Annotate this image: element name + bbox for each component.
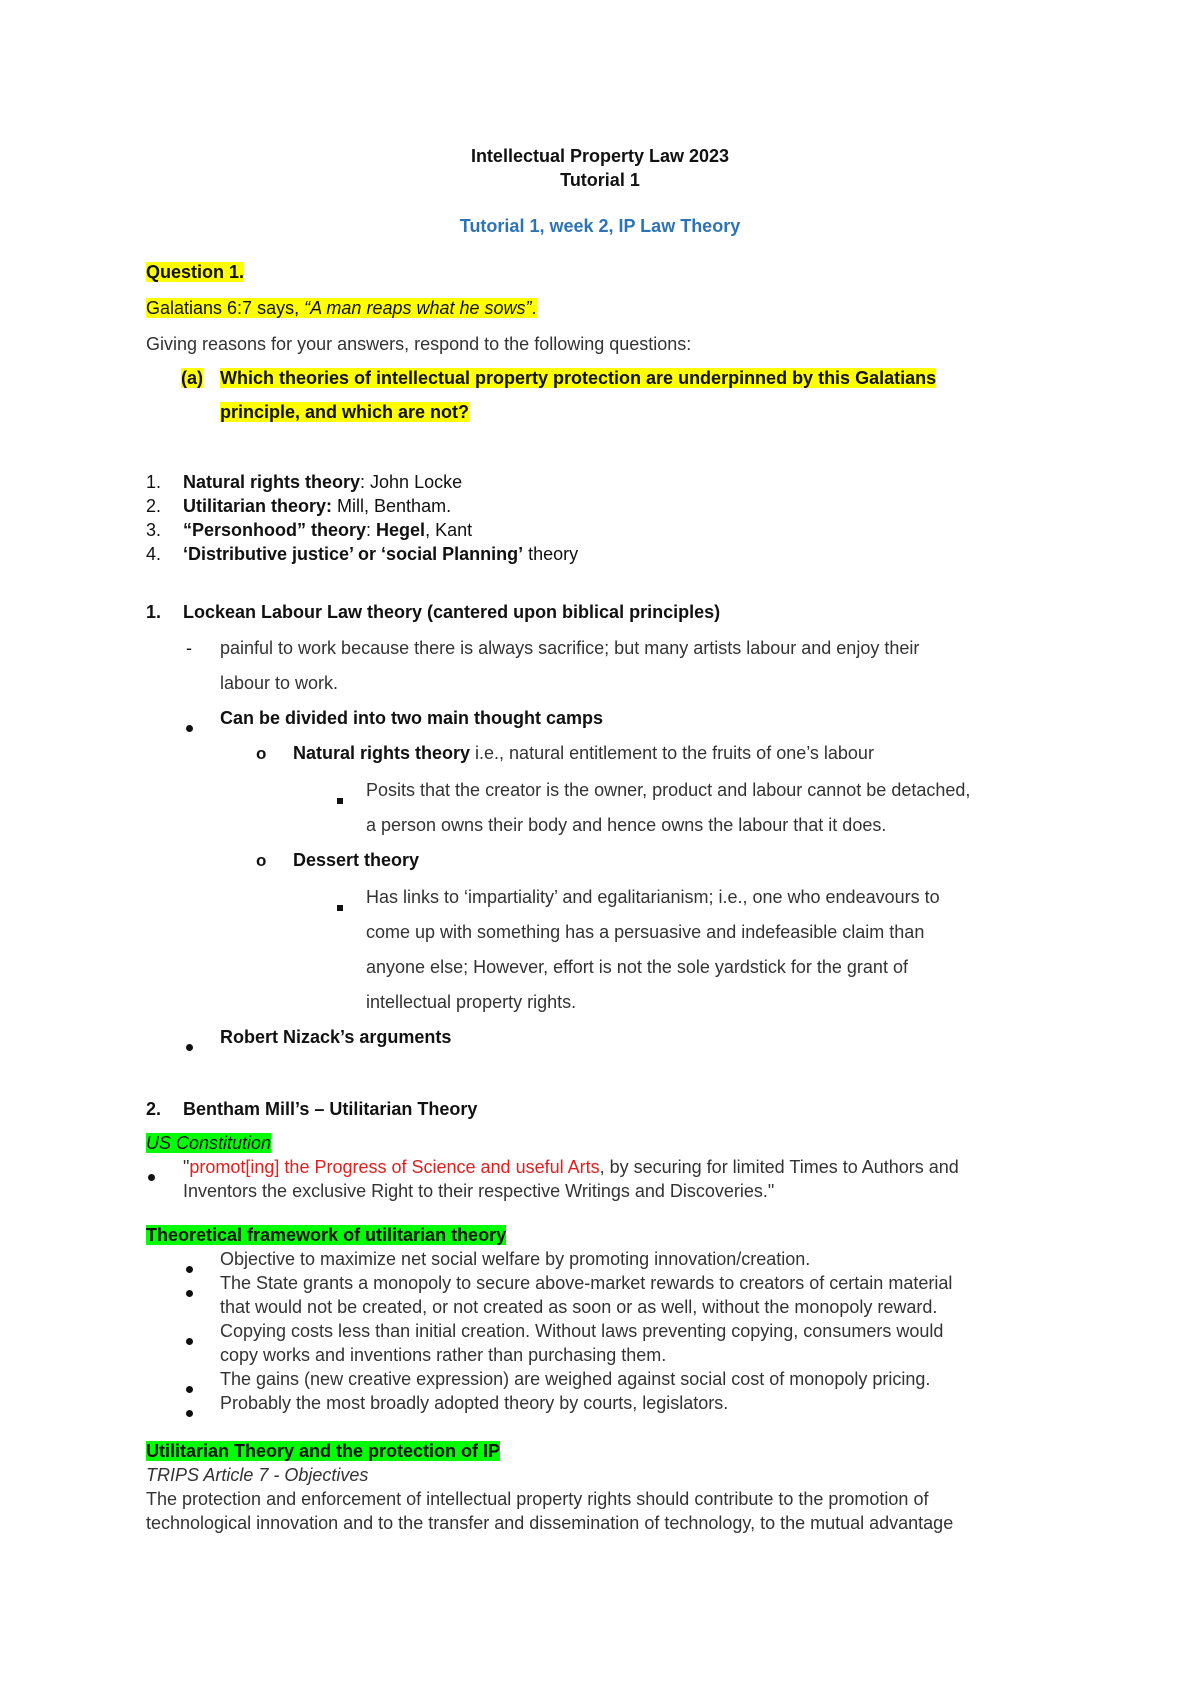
framework-heading: Theoretical framework of utilitarian theory <box>146 1225 507 1245</box>
us-constitution-label: US Constitution <box>146 1133 272 1153</box>
bullet-dot <box>148 1165 155 1187</box>
list-item <box>146 496 161 518</box>
natural-rights-line: Natural rights theory i.e., natural entitlement to the fruits of one’s labour <box>293 743 874 763</box>
list-number: 2. <box>146 496 162 516</box>
section2-number: 2. <box>146 1099 162 1119</box>
bullet-dot <box>186 1377 193 1399</box>
section1-number: 1. <box>146 602 162 622</box>
quote-text: “A man reaps what he sows” <box>304 298 532 318</box>
quote-suffix: . <box>531 298 537 318</box>
o-marker: o <box>256 851 267 870</box>
natural-sub-line-2: a person owns their body and hence owns the labour that it does. <box>366 815 887 835</box>
question-label-text: Question 1. <box>146 262 245 282</box>
list-item-continuation: copy works and inventions rather than purchasing them. <box>220 1345 667 1365</box>
dessert-line-1: Has links to ‘impartiality’ and egalitarianism; i.e., one who endeavours to <box>366 887 940 907</box>
bullet-dot <box>186 716 193 738</box>
bullet-dot <box>186 1401 193 1423</box>
square-bullet <box>337 788 343 810</box>
bullet-dot <box>186 1035 193 1057</box>
trips-article-label: TRIPS Article 7 - Objectives <box>146 1465 369 1485</box>
section-heading: Tutorial 1, week 2, IP Law Theory <box>459 216 741 236</box>
protection-heading: Utilitarian Theory and the protection of IP <box>146 1441 501 1461</box>
part-a-label: (a) <box>181 368 203 388</box>
list-item-text: “Personhood” theory: Hegel, Kant <box>183 520 473 540</box>
trips-line-1: The protection and enforcement of intellectual property rights should contribute to the promotion of <box>146 1489 929 1509</box>
nizack-arguments: Robert Nizack’s arguments <box>220 1027 452 1047</box>
list-number: 1. <box>146 472 162 492</box>
dessert-line-2: come up with something has a persuasive and indefeasible claim than <box>366 922 925 942</box>
part-a-line-1: Which theories of intellectual property protection are underpinned by this Galatians <box>220 368 937 388</box>
document-title: Intellectual Property Law 2023 <box>470 146 730 166</box>
document-subtitle: Tutorial 1 <box>560 170 640 190</box>
list-item: Objective to maximize net social welfare by promoting innovation/creation. <box>220 1249 811 1269</box>
dash-marker: - <box>186 638 192 658</box>
list-item <box>146 472 161 494</box>
bullet-dot <box>186 1257 193 1279</box>
list-item: The State grants a monopoly to secure above-market rewards to creators of certain material <box>220 1273 953 1293</box>
list-item-continuation: that would not be created, or not created as soon or as well, without the monopoly reward. <box>220 1297 938 1317</box>
list-item-text: ‘Distributive justice’ or ‘social Planning’ theory <box>183 544 579 564</box>
list-item-text: Natural rights theory: John Locke <box>183 472 463 492</box>
list-item <box>146 520 161 542</box>
quote-prefix: Galatians 6:7 says, <box>146 298 305 318</box>
list-item <box>146 544 161 566</box>
constitution-quote-line-1: "promot[ing] the Progress of Science and useful Arts, by securing for limited Times to Authors and <box>183 1157 959 1177</box>
constitution-quote-line-2: Inventors the exclusive Right to their respective Writings and Discoveries." <box>183 1181 775 1201</box>
bullet-dot <box>186 1329 193 1351</box>
constitution-quote-highlight: promot[ing] the Progress of Science and useful Arts <box>189 1157 600 1177</box>
list-number: 4. <box>146 544 162 564</box>
part-a-line-2: principle, and which are not? <box>220 402 470 422</box>
section1-heading: Lockean Labour Law theory (cantered upon biblical principles) <box>183 602 721 622</box>
list-item: The gains (new creative expression) are weighed against social cost of monopoly pricing. <box>220 1369 931 1389</box>
list-item-text: Utilitarian theory: Mill, Bentham. <box>183 496 452 516</box>
section2-heading: Bentham Mill’s – Utilitarian Theory <box>183 1099 478 1119</box>
o-marker: o <box>256 744 267 763</box>
dessert-line-4: intellectual property rights. <box>366 992 577 1012</box>
question-label <box>146 262 244 284</box>
dessert-theory-heading: Dessert theory <box>293 850 420 870</box>
list-number: 3. <box>146 520 162 540</box>
list-item: Copying costs less than initial creation. Without laws preventing copying, consumers would <box>220 1321 944 1341</box>
dash-line-1: painful to work because there is always sacrifice; but many artists labour and enjoy their <box>220 638 920 658</box>
trips-line-2: technological innovation and to the transfer and dissemination of technology, to the mutual advantage <box>146 1513 954 1533</box>
camps-heading: Can be divided into two main thought camps <box>220 708 604 728</box>
dash-line-2: labour to work. <box>220 673 339 693</box>
square-bullet <box>337 895 343 917</box>
bullet-dot <box>186 1281 193 1303</box>
natural-sub-line-1: Posits that the creator is the owner, product and labour cannot be detached, <box>366 780 971 800</box>
dessert-line-3: anyone else; However, effort is not the sole yardstick for the grant of <box>366 957 908 977</box>
galatians-quote <box>146 298 537 320</box>
list-item: Probably the most broadly adopted theory by courts, legislators. <box>220 1393 729 1413</box>
question-instruction: Giving reasons for your answers, respond to the following questions: <box>146 334 692 354</box>
